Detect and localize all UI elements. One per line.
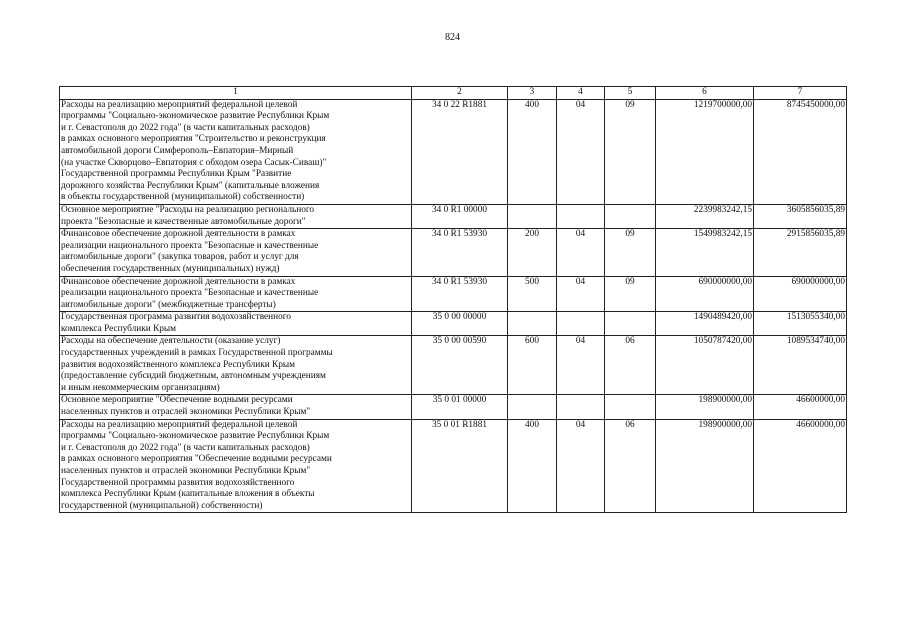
expense-name-line: Государственной программы Республики Крым "Развитие	[61, 169, 292, 180]
expense-name-line: развития водохозяйственного комплекса Республики Крым	[61, 359, 296, 370]
subsection-cell: 09	[605, 276, 656, 312]
expense-type-cell	[508, 312, 557, 336]
subsection-cell: 06	[605, 336, 656, 395]
target-article-code-cell: 35 0 01 R1881	[412, 419, 508, 513]
expense-name-line: государственных учреждений в рамках Государственной программы	[61, 348, 333, 359]
column-header: 2	[412, 87, 508, 100]
expense-name-line: Расходы на обеспечение деятельности (оказание услуг)	[61, 336, 281, 347]
expense-type-cell	[508, 395, 557, 419]
expense-type-cell	[508, 204, 557, 228]
section-cell: 04	[557, 336, 605, 395]
amount-year2-cell: 3605856035,89	[754, 204, 847, 228]
table-body	[60, 87, 847, 513]
subsection-cell: 09	[605, 229, 656, 276]
amount-year1-cell: 1549983242,15	[656, 229, 754, 276]
amount-year2-cell: 1089534740,00	[754, 336, 847, 395]
page-number: 824	[445, 32, 460, 43]
expense-name-line: реализации национального проекта "Безопасные и качественные	[61, 288, 319, 299]
expense-type-cell: 400	[508, 419, 557, 513]
subsection-cell	[605, 312, 656, 336]
table-row	[60, 336, 847, 395]
amount-year2-cell: 690000000,00	[754, 276, 847, 312]
table-row	[60, 312, 847, 336]
amount-year2-cell: 46600000,00	[754, 395, 847, 419]
expense-name-cell	[60, 395, 412, 419]
expense-name-line: автомобильной дороги Симферополь–Евпатория–Мирный	[61, 145, 294, 156]
expense-name-line: Расходы на реализацию мероприятий федеральной целевой	[61, 99, 298, 110]
expense-name-cell	[60, 229, 412, 276]
amount-year1-cell: 690000000,00	[656, 276, 754, 312]
expense-name-line: автомобильные дороги" (межбюджетные трансферты)	[61, 299, 276, 310]
table-row	[60, 419, 847, 513]
amount-year2-cell: 1513055340,00	[754, 312, 847, 336]
expense-name-line: программы "Социально-экономическое развитие Республики Крым	[61, 431, 330, 442]
target-article-code-cell: 35 0 00 00590	[412, 336, 508, 395]
expense-name-line: Финансовое обеспечение дорожной деятельности в рамках	[61, 276, 296, 287]
section-cell	[557, 204, 605, 228]
expense-name-line: дорожного хозяйства Республики Крым" (капитальные вложения	[61, 180, 320, 191]
table-row	[60, 204, 847, 228]
expense-name-cell	[60, 99, 412, 204]
section-cell: 04	[557, 99, 605, 204]
section-cell	[557, 312, 605, 336]
column-header: 3	[508, 87, 557, 100]
expense-name-line: Государственная программа развития водохозяйственного	[61, 312, 292, 323]
header-row	[60, 87, 847, 100]
section-cell	[557, 395, 605, 419]
column-header: 5	[605, 87, 656, 100]
table-row	[60, 99, 847, 204]
expense-name-line: государственной (муниципальной) собственности)	[61, 500, 263, 511]
expense-name-cell	[60, 204, 412, 228]
expense-type-cell: 500	[508, 276, 557, 312]
expense-name-line: Финансовое обеспечение дорожной деятельности в рамках	[61, 229, 296, 240]
expense-name-line: в рамках основного мероприятия "Обеспечение водными ресурсами	[61, 454, 332, 465]
amount-year2-cell: 46600000,00	[754, 419, 847, 513]
expense-name-line: Основное мероприятие "Обеспечение водными ресурсами	[61, 395, 293, 406]
column-header: 1	[60, 87, 412, 100]
expense-name-line: Расходы на реализацию мероприятий федеральной целевой	[61, 419, 298, 430]
section-cell: 04	[557, 419, 605, 513]
expense-name-line: реализации национального проекта "Безопасные и качественные	[61, 240, 319, 251]
expense-name-line: обеспечения государственных (муниципальных) нужд)	[61, 263, 280, 274]
expense-name-line: и г. Севастополя до 2022 года" (в части капитальных расходов)	[61, 122, 310, 133]
expense-name-line: проекта "Безопасные и качественные автомобильные дороги"	[61, 216, 306, 227]
expense-name-cell	[60, 336, 412, 395]
amount-year2-cell: 2915856035,89	[754, 229, 847, 276]
expense-name-cell	[60, 312, 412, 336]
expense-name-line: населенных пунктов и отраслей экономики Республики Крым"	[61, 466, 311, 476]
column-header: 6	[656, 87, 754, 100]
amount-year1-cell: 1050787420,00	[656, 336, 754, 395]
expense-name-cell	[60, 419, 412, 513]
expense-name-line: и г. Севастополя до 2022 года" (в части капитальных расходов)	[61, 442, 310, 453]
amount-year1-cell: 198900000,00	[656, 419, 754, 513]
target-article-code-cell: 34 0 R1 53930	[412, 229, 508, 276]
expense-type-cell: 600	[508, 336, 557, 395]
expense-name-line: Государственной программы развития водохозяйственного	[61, 477, 295, 488]
expense-name-line: комплекса Республики Крым (капитальные вложения в объекты	[61, 489, 315, 500]
amount-year1-cell: 2239983242,15	[656, 204, 754, 228]
expense-name-line: населенных пунктов и отраслей экономики Республики Крым"	[61, 407, 311, 418]
amount-year1-cell: 198900000,00	[656, 395, 754, 419]
target-article-code-cell: 34 0 R1 53930	[412, 276, 508, 312]
expense-type-cell: 200	[508, 229, 557, 276]
subsection-cell: 06	[605, 419, 656, 513]
section-cell: 04	[557, 229, 605, 276]
expense-type-cell: 400	[508, 99, 557, 204]
target-article-code-cell: 35 0 00 00000	[412, 312, 508, 336]
expense-name-line: в рамках основного мероприятия "Строительство и реконструкция	[61, 134, 326, 145]
expense-name-cell	[60, 276, 412, 312]
expense-name-line: (на участке Скворцово–Евпатория с обходом озера Сасык-Сиваш)"	[61, 157, 327, 168]
target-article-code-cell: 34 0 22 R1881	[412, 99, 508, 204]
expense-name-line: и иным некоммерческим организациям)	[61, 382, 220, 393]
expense-name-line: программы "Социально-экономическое развитие Республики Крым	[61, 111, 330, 122]
expense-name-line: комплекса Республики Крым	[61, 323, 177, 334]
budget-table	[59, 86, 847, 513]
column-header: 7	[754, 87, 847, 100]
expense-name-line: в объекты государственной (муниципальной) собственности)	[61, 192, 305, 203]
table-row	[60, 229, 847, 276]
section-cell: 04	[557, 276, 605, 312]
target-article-code-cell: 35 0 01 00000	[412, 395, 508, 419]
subsection-cell	[605, 395, 656, 419]
subsection-cell	[605, 204, 656, 228]
expense-name-line: (предоставление субсидий бюджетным, автономным учреждениям	[61, 371, 326, 382]
table-row	[60, 276, 847, 312]
amount-year1-cell: 1219700000,00	[656, 99, 754, 204]
amount-year1-cell: 1490489420,00	[656, 312, 754, 336]
expense-name-line: автомобильные дороги" (закупка товаров, работ и услуг для	[61, 252, 299, 263]
table-row	[60, 395, 847, 419]
amount-year2-cell: 8745450000,00	[754, 99, 847, 204]
target-article-code-cell: 34 0 R1 00000	[412, 204, 508, 228]
subsection-cell: 09	[605, 99, 656, 204]
column-header: 4	[557, 87, 605, 100]
expense-name-line: Основное мероприятие "Расходы на реализацию регионального	[61, 204, 315, 215]
